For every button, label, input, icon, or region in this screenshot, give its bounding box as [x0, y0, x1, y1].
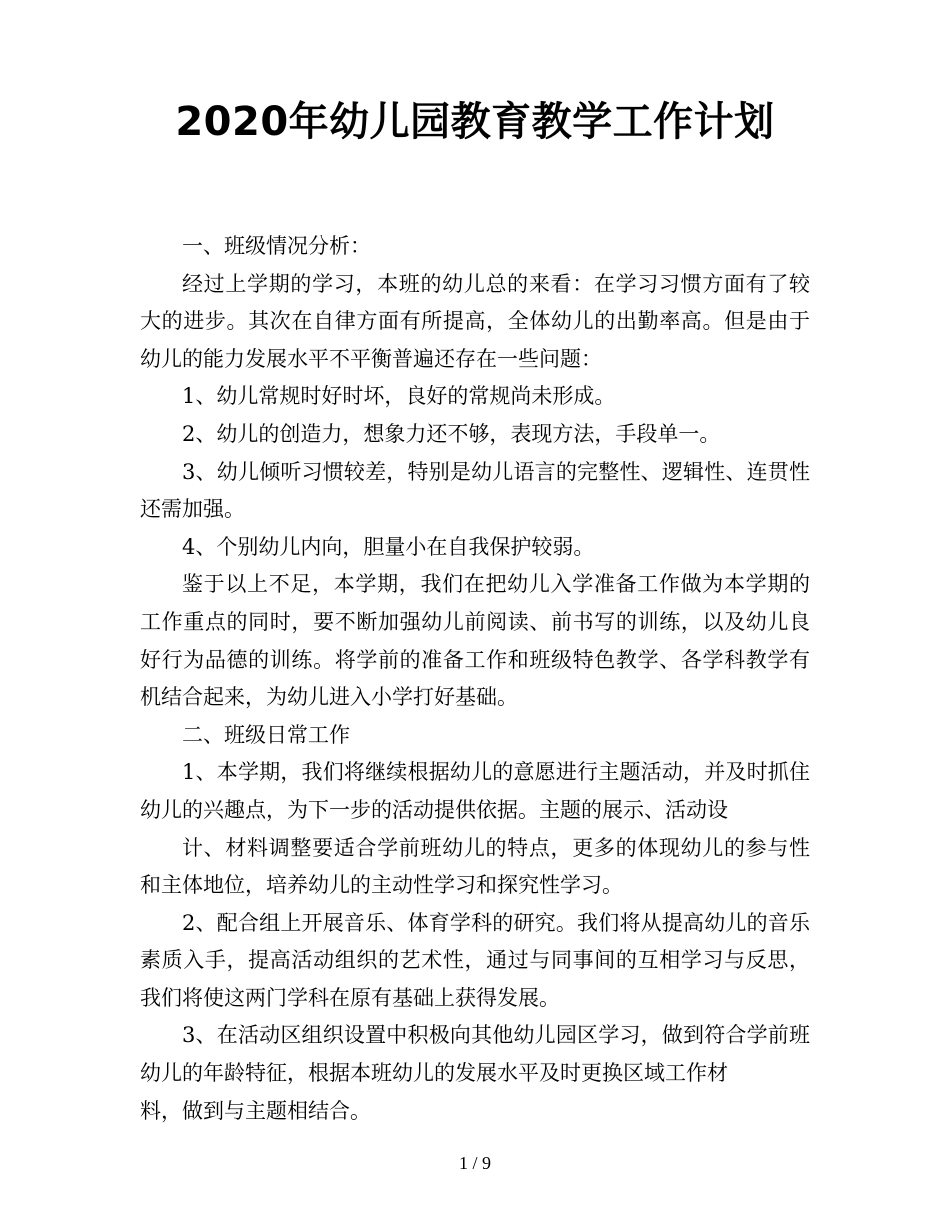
section-heading-class-analysis: 一、班级情况分析： [182, 234, 371, 258]
section-heading-daily-work: 二、班级日常工作 [182, 722, 350, 747]
list-item: 4、个别幼儿内向，胆量小在自我保护较弱。 [182, 534, 595, 559]
continuation-text: 计、材料调整要适合学前班幼儿的特点，更多的体现幼儿的参与性和主体地位，培养幼儿的主动性学习和探究性学习。 [140, 835, 810, 898]
paragraph: 经过上学期的学习，本班的幼儿总的来看：在学习习惯方面有了较大的进步。其次在自律方面有所提高，全体幼儿的出勤率高。但是由于幼儿的能力发展水平不平衡普遍还存在一些问题： [140, 271, 810, 371]
list-item: 2、配合组上开展音乐、体育学科的研究。我们将从提高幼儿的音乐素质入手，提高活动组织的艺术性，通过与同事间的互相学习与反思，我们将使这两门学科在原有基础上获得发展。 [140, 910, 810, 1010]
document-title: 2020年幼儿园教育教学工作计划 [175, 99, 775, 145]
paragraph: 鉴于以上不足，本学期，我们在把幼儿入学准备工作做为本学期的工作重点的同时，要不断加强幼儿前阅读、前书写的训练，以及幼儿良好行为品德的训练。将学前的准备工作和班级特色教学、各学科教学有机结合起来，为幼儿进入小学打好基础。 [140, 572, 810, 710]
document-body [140, 228, 810, 1130]
list-item: 1、幼儿常规时好时坏，良好的常规尚未形成。 [182, 384, 616, 409]
list-item-continuation: 料，做到与主题相结合。 [140, 1098, 371, 1123]
list-item-continuation [140, 830, 810, 905]
list-item: 3、幼儿倾听习惯较差，特别是幼儿语言的完整性、逻辑性、连贯性还需加强。 [140, 459, 810, 522]
list-item: 1、本学期，我们将继续根据幼儿的意愿进行主题活动，并及时抓住幼儿的兴趣点，为下一步的活动提供依据。主题的展示、活动设 [140, 760, 810, 822]
indented-line [140, 836, 810, 898]
list-item: 3、在活动区组织设置中积极向其他幼儿园区学习，做到符合学前班幼儿的年龄特征，根据本班幼儿的发展水平及时更换区域工作材 [140, 1023, 810, 1086]
page-number: 1 / 9 [458, 1153, 491, 1173]
list-item: 2、幼儿的创造力，想象力还不够，表现方法，手段单一。 [182, 421, 721, 446]
